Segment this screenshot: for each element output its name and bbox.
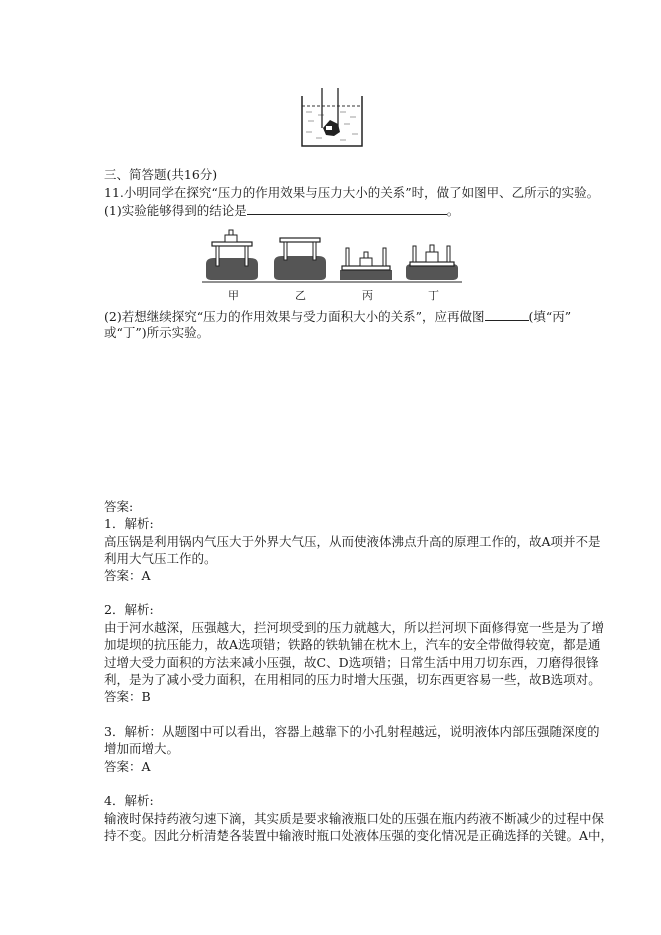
figure-bing [340, 248, 392, 280]
answer-3-answer: 答案：A [104, 759, 151, 774]
answer-3-line-2: 增加而增大。 [104, 741, 180, 756]
label-jia: 甲 [228, 289, 239, 302]
figure-yi [274, 238, 326, 280]
part2-prefix: (2)若想继续探究“压力的作用效果与受力面积大小的关系”，应再做图 [104, 309, 485, 324]
answer-4-title: 4．解析: [104, 793, 154, 808]
answer-1-line-2: 利用大气压工作的。 [104, 551, 217, 566]
answer-4-line-2: 持不变。因此分析清楚各装置中输液时瓶口处液体压强的变化情况是正确选择的关键。A中， [104, 828, 614, 843]
label-ding: 丁 [428, 289, 439, 302]
experiment-figures [202, 226, 462, 284]
question-11-part2-line2: 或“丁”)所示实验。 [104, 325, 210, 340]
answers-heading: 答案: [104, 499, 134, 514]
answer-1-title: 1．解析: [104, 516, 154, 531]
answer-3-line-1: 3．解析：从题图中可以看出，容器上越靠下的小孔射程越远，说明液体内部压强随深度的 [104, 724, 600, 739]
answer-2-line-2: 加堤坝的抗压能力，故A选项错；铁路的铁轨铺在枕木上，汽车的安全带做得较宽，都是通 [104, 637, 601, 652]
section-heading: 三、简答题(共16分) [104, 167, 218, 182]
answer-4-line-1: 输液时保持药液匀速下滴，其实质是要求输液瓶口处的压强在瓶内药液不断减少的过程中保 [104, 811, 605, 826]
part2-suffix: (填“丙” [528, 309, 572, 324]
answer-2-line-3: 过增大受力面积的方法来减小压强，故C、D选项错；日常生活中用刀切东西，刀磨得很锋 [104, 655, 599, 670]
answer-2-answer: 答案：B [104, 689, 151, 704]
part1-suffix: 。 [446, 203, 460, 218]
figure-jia [206, 230, 258, 280]
answer-2-title: 2．解析: [104, 602, 154, 617]
container-figure [296, 88, 368, 150]
answer-1-line-1: 高压锅是利用锅内气压大于外界大气压，从而使液体沸点升高的原理工作的，故A项并不是 [104, 534, 601, 549]
answer-2-line-1: 由于河水越深，压强越大，拦河坝受到的压力就越大，所以拦河坝下面修得宽一些是为了增 [104, 620, 605, 635]
figure-ding [406, 245, 458, 280]
question-11-stem: 11.小明同学在探究“压力的作用效果与压力大小的关系”时，做了如图甲、乙所示的实验。 [104, 185, 600, 200]
label-bing: 丙 [362, 289, 373, 302]
question-11-part2-line1 [104, 308, 571, 325]
answer-2-line-4: 利，是为了减小受力面积，在用相同的压力时增大压强，切东西更容易一些，故B选项对。 [104, 672, 601, 687]
answer-1-answer: 答案：A [104, 568, 151, 583]
part1-prefix: (1)实验能够得到的结论是 [104, 203, 247, 218]
label-yi: 乙 [295, 289, 306, 302]
part2-blank[interactable] [485, 308, 529, 321]
part1-blank[interactable] [247, 202, 447, 215]
question-11-part1 [104, 202, 459, 219]
